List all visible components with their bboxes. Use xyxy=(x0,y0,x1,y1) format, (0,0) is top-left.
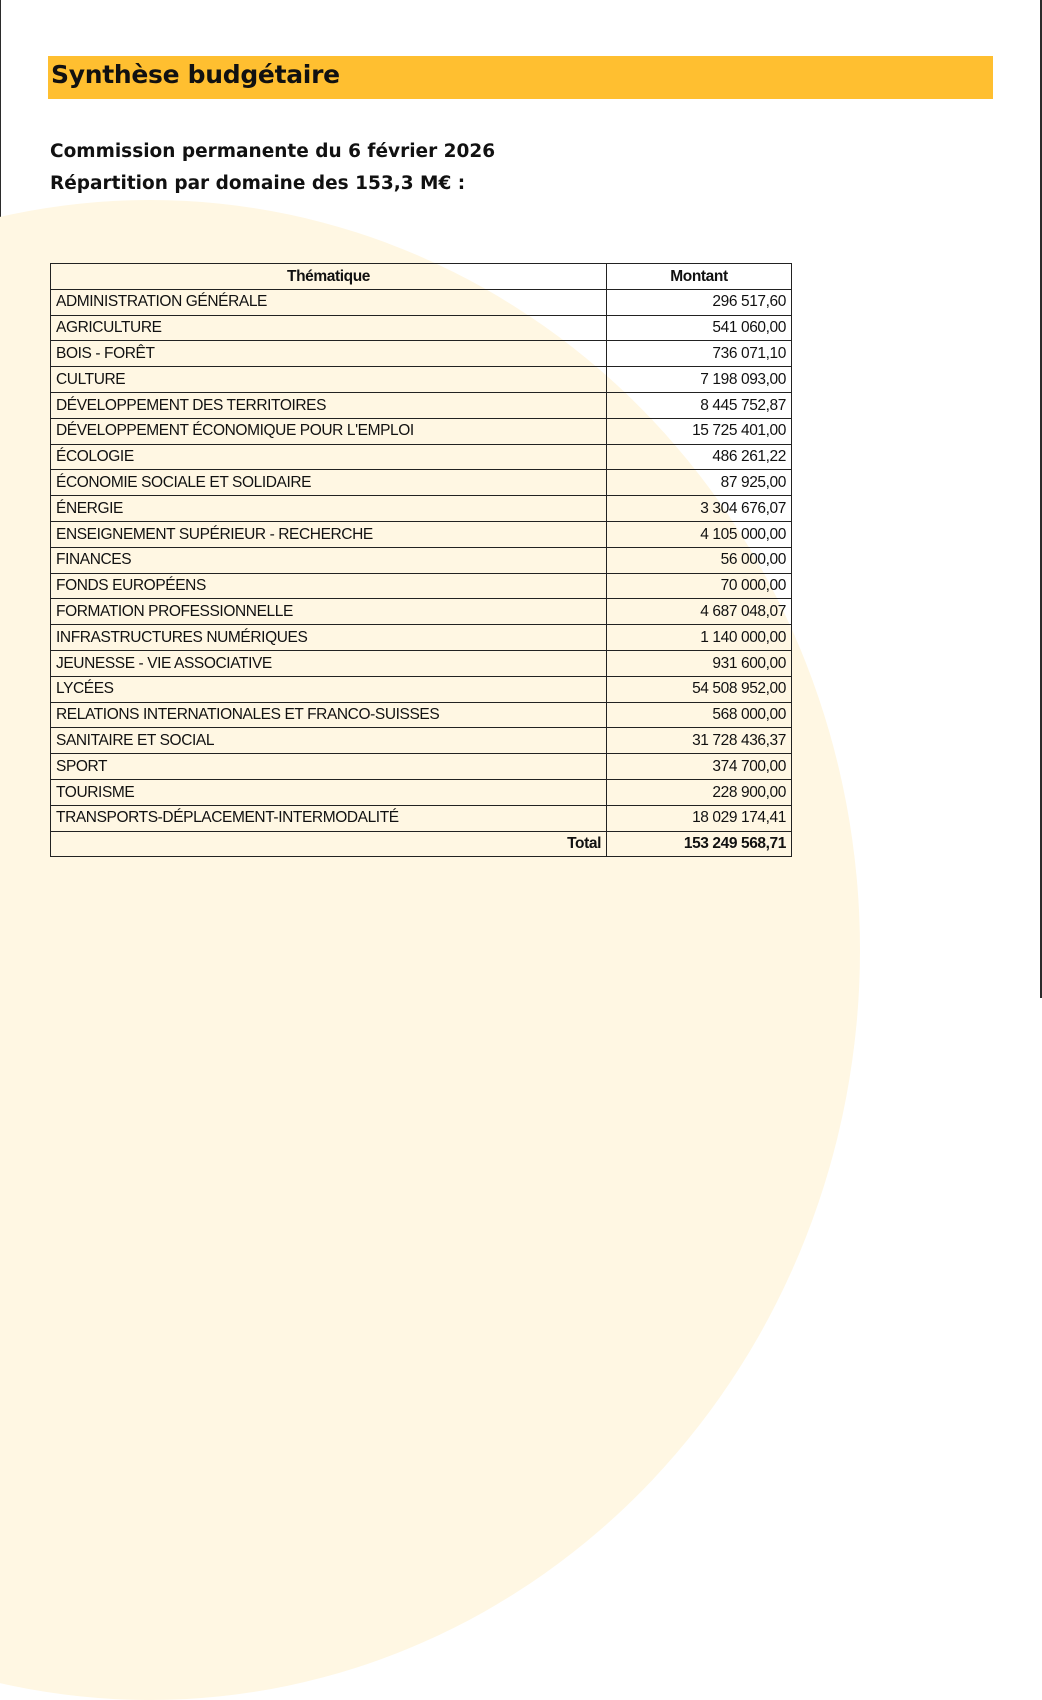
column-header-amount: Montant xyxy=(607,264,792,290)
amount-cell: 8 445 752,87 xyxy=(607,392,792,418)
amount-cell: 87 925,00 xyxy=(607,470,792,496)
theme-cell: CULTURE xyxy=(51,367,607,393)
amount-cell: 486 261,22 xyxy=(607,444,792,470)
total-label: Total xyxy=(51,831,607,857)
amount-cell: 1 140 000,00 xyxy=(607,625,792,651)
amount-cell: 15 725 401,00 xyxy=(607,418,792,444)
table-row xyxy=(51,444,792,470)
theme-cell: AGRICULTURE xyxy=(51,315,607,341)
breakdown-heading: Répartition par domaine des 153,3 M€ : xyxy=(50,173,466,194)
table-row xyxy=(51,702,792,728)
table-row xyxy=(51,392,792,418)
theme-cell: TRANSPORTS-DÉPLACEMENT-INTERMODALITÉ xyxy=(51,805,607,831)
table-row xyxy=(51,625,792,651)
amount-cell: 931 600,00 xyxy=(607,650,792,676)
table-row xyxy=(51,599,792,625)
theme-cell: LYCÉES xyxy=(51,676,607,702)
table-row xyxy=(51,315,792,341)
total-row xyxy=(51,831,792,857)
amount-cell: 296 517,60 xyxy=(607,289,792,315)
theme-cell: SANITAIRE ET SOCIAL xyxy=(51,728,607,754)
table-row xyxy=(51,496,792,522)
theme-cell: FONDS EUROPÉENS xyxy=(51,573,607,599)
table-row xyxy=(51,754,792,780)
budget-table xyxy=(50,263,792,857)
page-title: Synthèse budgétaire xyxy=(51,60,340,89)
theme-cell: ADMINISTRATION GÉNÉRALE xyxy=(51,289,607,315)
amount-cell: 7 198 093,00 xyxy=(607,367,792,393)
amount-cell: 56 000,00 xyxy=(607,547,792,573)
amount-cell: 736 071,10 xyxy=(607,341,792,367)
table-row xyxy=(51,650,792,676)
table-row xyxy=(51,676,792,702)
theme-cell: FINANCES xyxy=(51,547,607,573)
theme-cell: ÉNERGIE xyxy=(51,496,607,522)
table-row xyxy=(51,521,792,547)
column-header-theme: Thématique xyxy=(51,264,607,290)
theme-cell: DÉVELOPPEMENT DES TERRITOIRES xyxy=(51,392,607,418)
table-header-row xyxy=(51,264,792,290)
table-row xyxy=(51,547,792,573)
table-row xyxy=(51,367,792,393)
theme-cell: ÉCONOMIE SOCIALE ET SOLIDAIRE xyxy=(51,470,607,496)
amount-cell: 3 304 676,07 xyxy=(607,496,792,522)
theme-cell: ÉCOLOGIE xyxy=(51,444,607,470)
table-row xyxy=(51,341,792,367)
table-row xyxy=(51,470,792,496)
theme-cell: BOIS - FORÊT xyxy=(51,341,607,367)
table-row xyxy=(51,805,792,831)
theme-cell: JEUNESSE - VIE ASSOCIATIVE xyxy=(51,650,607,676)
theme-cell: TOURISME xyxy=(51,779,607,805)
amount-cell: 4 105 000,00 xyxy=(607,521,792,547)
theme-cell: SPORT xyxy=(51,754,607,780)
total-amount: 153 249 568,71 xyxy=(607,831,792,857)
table-row xyxy=(51,418,792,444)
table-row xyxy=(51,779,792,805)
amount-cell: 31 728 436,37 xyxy=(607,728,792,754)
amount-cell: 18 029 174,41 xyxy=(607,805,792,831)
theme-cell: FORMATION PROFESSIONNELLE xyxy=(51,599,607,625)
amount-cell: 4 687 048,07 xyxy=(607,599,792,625)
amount-cell: 54 508 952,00 xyxy=(607,676,792,702)
theme-cell: ENSEIGNEMENT SUPÉRIEUR - RECHERCHE xyxy=(51,521,607,547)
theme-cell: DÉVELOPPEMENT ÉCONOMIQUE POUR L'EMPLOI xyxy=(51,418,607,444)
title-banner xyxy=(48,56,993,99)
table-row xyxy=(51,573,792,599)
table-row xyxy=(51,289,792,315)
amount-cell: 541 060,00 xyxy=(607,315,792,341)
commission-date: Commission permanente du 6 février 2026 xyxy=(50,141,496,162)
amount-cell: 228 900,00 xyxy=(607,779,792,805)
amount-cell: 568 000,00 xyxy=(607,702,792,728)
table-row xyxy=(51,728,792,754)
amount-cell: 374 700,00 xyxy=(607,754,792,780)
amount-cell: 70 000,00 xyxy=(607,573,792,599)
theme-cell: INFRASTRUCTURES NUMÉRIQUES xyxy=(51,625,607,651)
theme-cell: RELATIONS INTERNATIONALES ET FRANCO-SUISSES xyxy=(51,702,607,728)
